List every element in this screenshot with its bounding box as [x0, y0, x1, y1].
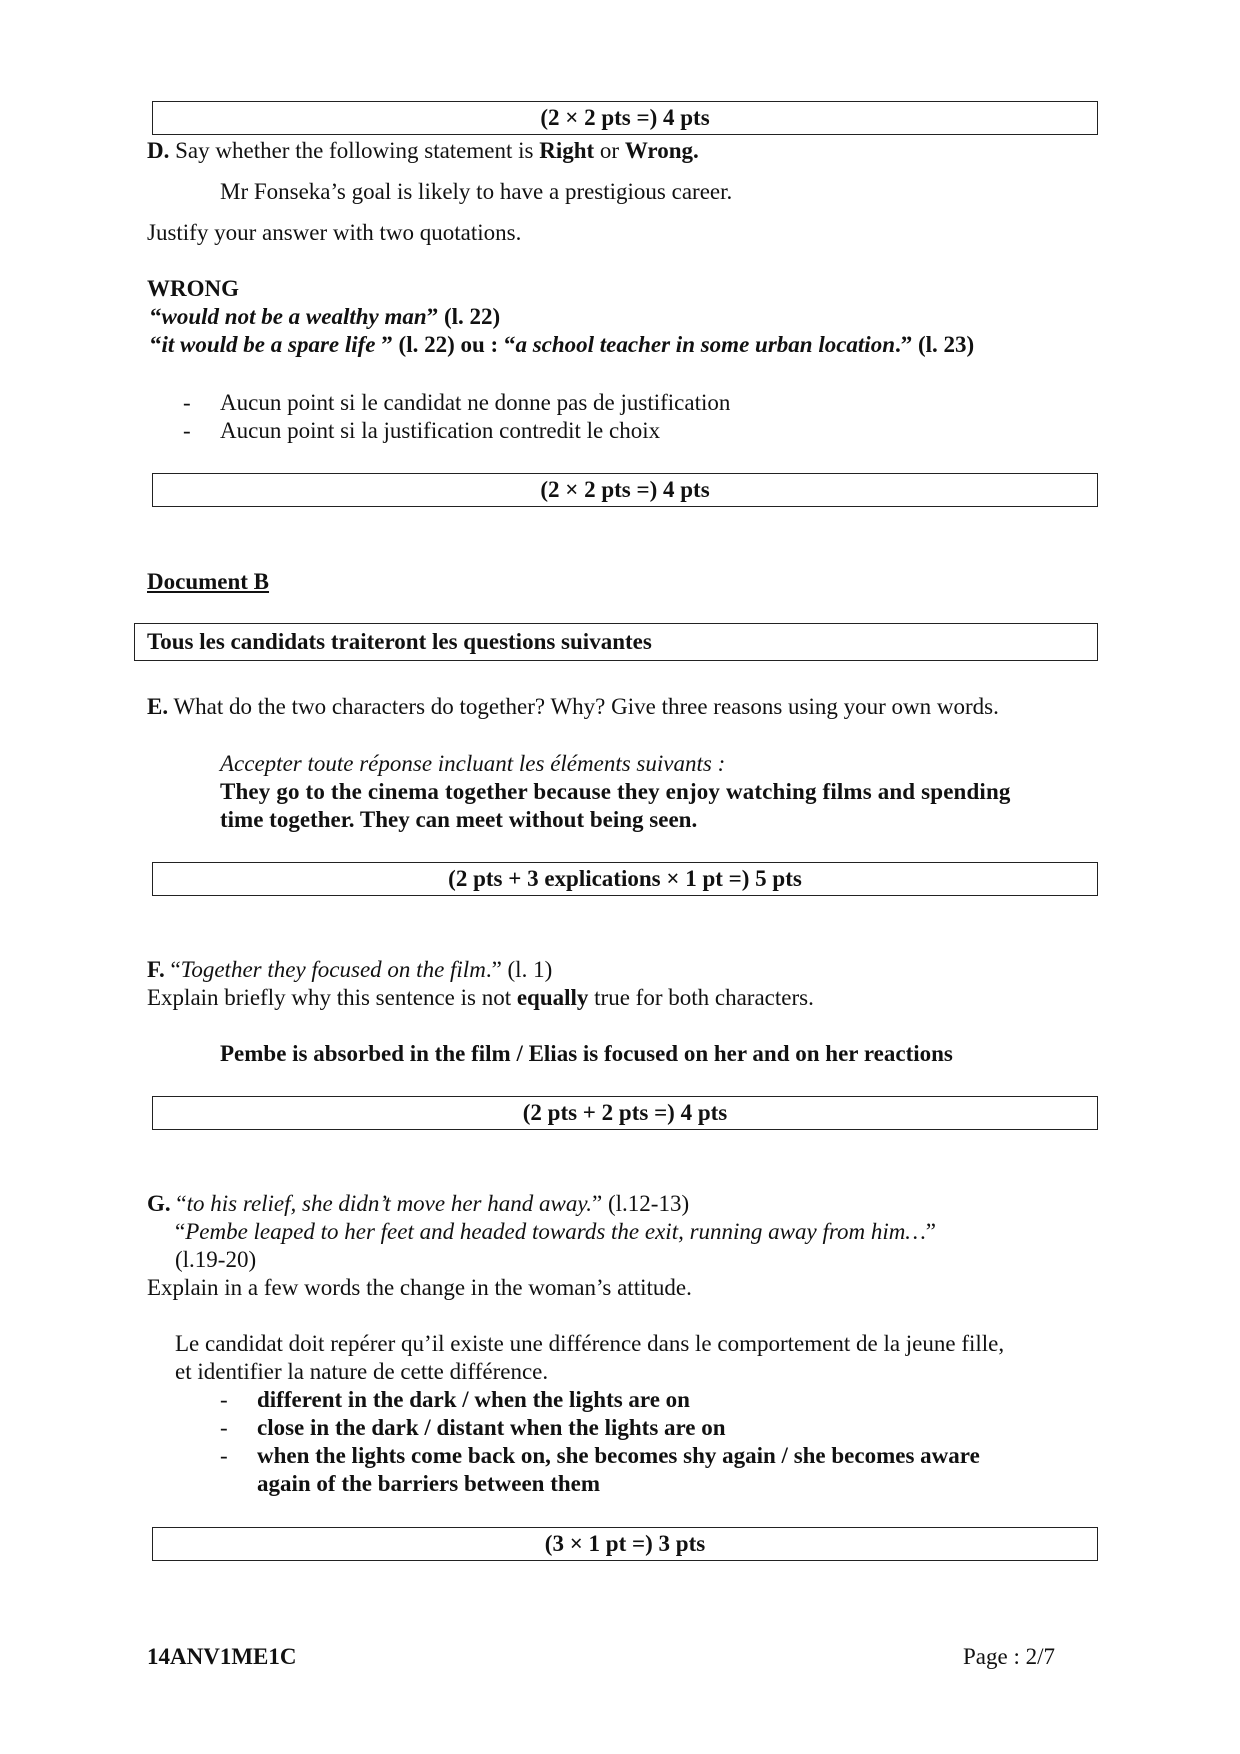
accept-note: Accepter toute réponse incluant les éléments suivants : — [220, 751, 726, 776]
question-letter: F. — [147, 957, 165, 982]
prompt-part: true for both characters. — [594, 985, 814, 1010]
quote-text: a school teacher in some urban location — [515, 332, 895, 357]
quote-text: Pembe leaped to her feet and headed towards the exit, running away from him… — [185, 1219, 926, 1244]
quote-mark: “ — [170, 957, 181, 982]
prompt-part: Explain briefly why this sentence is not — [147, 985, 512, 1010]
quote-mark: “ — [150, 304, 162, 329]
answer-item: - — [220, 1387, 228, 1412]
question-text: Explain in a few words the change in the woman’s attitude. — [147, 1275, 692, 1300]
score-box-c: (2 × 2 pts =) 4 pts — [152, 101, 1098, 135]
statement: Mr Fonseka’s goal is likely to have a prestigious career. — [220, 179, 733, 204]
quote-ref: ” (l. 22) ou : “ — [375, 332, 516, 357]
footer-code: 14ANV1ME1C — [147, 1644, 297, 1669]
question-g — [147, 1190, 689, 1218]
page-number: Page : 2/7 — [963, 1644, 1055, 1669]
score-box-g: (3 × 1 pt =) 3 pts — [152, 1527, 1098, 1561]
score-box-e: (2 pts + 3 explications × 1 pt =) 5 pts — [152, 862, 1098, 896]
quote-text: would not be a wealthy man — [161, 304, 427, 329]
quote-mark: ” — [925, 1219, 936, 1244]
question-f — [147, 956, 552, 984]
quote-ref: (l.19-20) — [175, 1247, 257, 1272]
answer-text: Pembe is absorbed in the film / Elias is focused on her and on her reactions — [220, 1041, 953, 1066]
or-word: or — [599, 138, 620, 163]
right-word: Right — [539, 138, 595, 163]
question-text: What do the two characters do together? Why? Give three reasons using your own words. — [173, 694, 999, 719]
question-text: Say whether the following statement is — [175, 138, 534, 163]
quote-text: Together they focused on the film — [180, 957, 486, 982]
answer-text: time together. They can meet without being seen. — [220, 807, 698, 832]
question-text — [147, 984, 814, 1012]
quote-mark: “ — [176, 1191, 187, 1216]
question-e — [147, 693, 999, 721]
quotation-g2 — [175, 1218, 936, 1246]
answer-text: again of the barriers between them — [257, 1471, 601, 1496]
note-item: - — [183, 418, 191, 443]
note-text: Aucun point si la justification contredit le choix — [220, 418, 661, 443]
quotation-2 — [150, 331, 974, 359]
score-box-d: (2 × 2 pts =) 4 pts — [152, 473, 1098, 507]
wrong-word: Wrong. — [624, 138, 699, 163]
answer-item: - — [220, 1415, 228, 1440]
question-d — [147, 137, 699, 165]
score-box-f: (2 pts + 2 pts =) 4 pts — [152, 1096, 1098, 1130]
quote-ref: .” (l. 1) — [485, 957, 553, 982]
answer-item: - — [220, 1443, 228, 1468]
quote-text: to his relief, she didn’t move her hand away. — [186, 1191, 593, 1216]
answer-text: different in the dark / when the lights are on — [257, 1387, 690, 1412]
justify-instruction: Justify your answer with two quotations. — [147, 220, 522, 245]
document-b-title: Document B — [147, 569, 270, 594]
question-letter: G. — [147, 1191, 171, 1216]
note-item: - — [183, 390, 191, 415]
quote-mark: “ — [150, 332, 162, 357]
quote-ref: ” (l. 22) — [426, 304, 501, 329]
question-letter: D. — [147, 138, 170, 163]
quote-ref: .” (l. 23) — [895, 332, 975, 357]
quote-ref: ” (l.12-13) — [592, 1191, 690, 1216]
instruction-box: Tous les candidats traiteront les questions suivantes — [134, 623, 1098, 661]
answer-text: close in the dark / distant when the lights are on — [257, 1415, 726, 1440]
quotation-1 — [150, 303, 500, 331]
quote-mark: “ — [175, 1219, 186, 1244]
answer-text: when the lights come back on, she becomes shy again / she becomes aware — [257, 1443, 980, 1468]
marking-note: Le candidat doit repérer qu’il existe une différence dans le comportement de la jeune fille, — [175, 1331, 1005, 1356]
answer-text: They go to the cinema together because they enjoy watching films and spending — [220, 779, 1011, 804]
marking-note: et identifier la nature de cette différence. — [175, 1359, 549, 1384]
note-text: Aucun point si le candidat ne donne pas de justification — [220, 390, 731, 415]
quote-text: it would be a spare life — [161, 332, 376, 357]
question-letter: E. — [147, 694, 169, 719]
answer-label: WRONG — [147, 276, 239, 301]
prompt-emphasis: equally — [516, 985, 589, 1010]
